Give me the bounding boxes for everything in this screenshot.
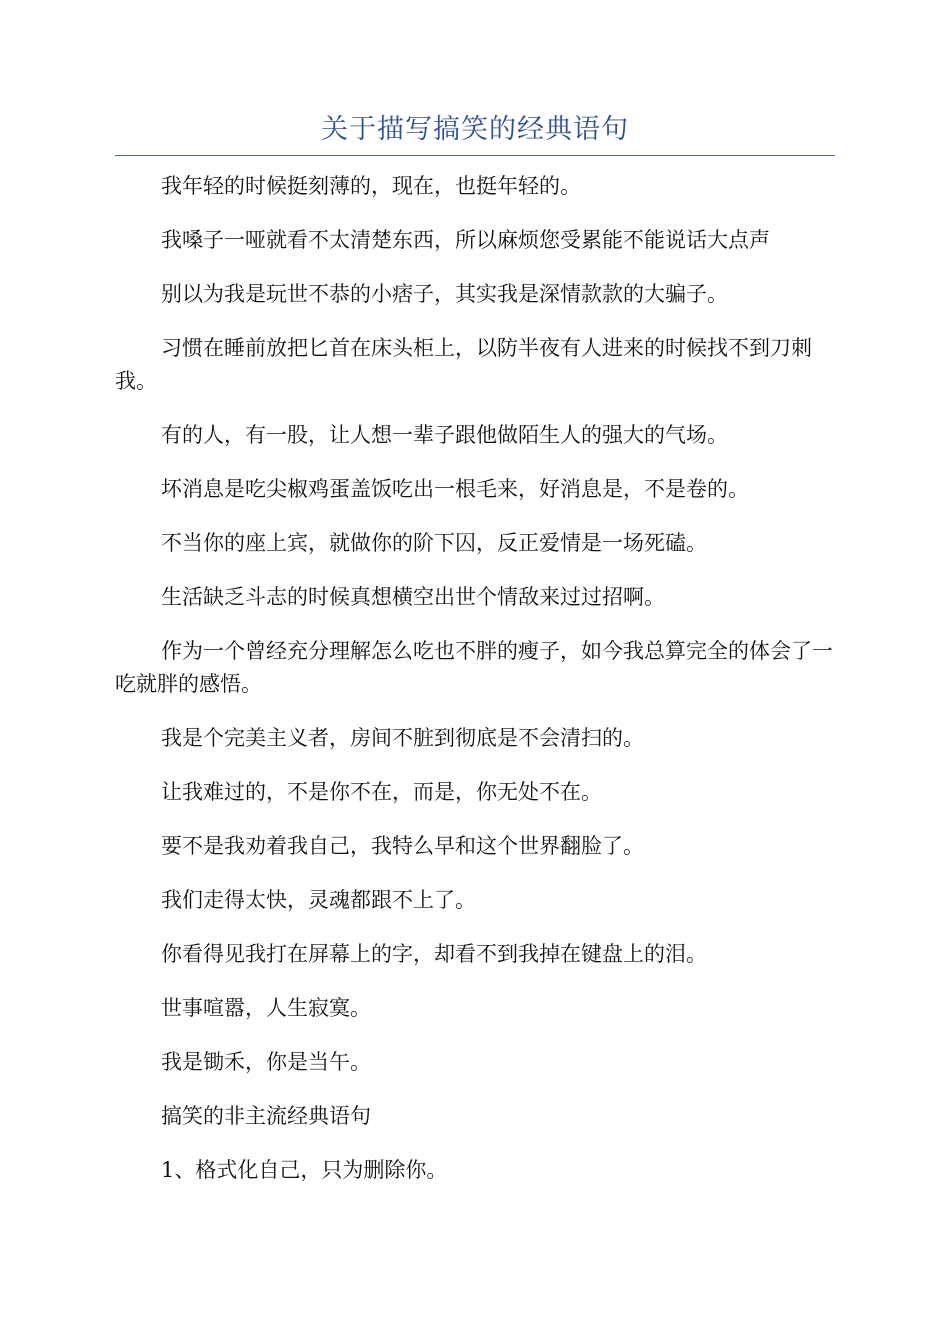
title-area — [115, 108, 835, 156]
document-title: 关于描写搞笑的经典语句 — [321, 114, 629, 145]
paragraph: 生活缺乏斗志的时候真想横空出世个情敌来过过招啊。 — [161, 585, 665, 609]
paragraph: 我们走得太快，灵魂都跟不上了。 — [161, 888, 476, 912]
paragraph: 别以为我是玩世不恭的小痞子，其实我是深情款款的大骗子。 — [161, 282, 728, 306]
paragraph: 让我难过的，不是你不在，而是，你无处不在。 — [161, 780, 602, 804]
paragraph: 世事喧嚣，人生寂寞。 — [161, 996, 371, 1020]
paragraph: 不当你的座上宾，就做你的阶下囚，反正爱情是一场死磕。 — [161, 531, 707, 555]
paragraph: 作为一个曾经充分理解怎么吃也不胖的瘦子，如今我总算完全的体会了一吃就胖的感悟。 — [115, 639, 833, 696]
paragraph: 坏消息是吃尖椒鸡蛋盖饭吃出一根毛来，好消息是，不是卷的。 — [161, 477, 749, 501]
paragraph: 我年轻的时候挺刻薄的，现在，也挺年轻的。 — [161, 174, 581, 198]
paragraph: 有的人，有一股，让人想一辈子跟他做陌生人的强大的气场。 — [161, 423, 728, 447]
section-heading-paragraph: 搞笑的非主流经典语句 — [161, 1104, 371, 1128]
numbered-paragraph: 1、格式化自己，只为删除你。 — [161, 1158, 448, 1182]
paragraph: 我嗓子一哑就看不太清楚东西，所以麻烦您受累能不能说话大点声 — [161, 228, 770, 252]
paragraph: 要不是我劝着我自己，我特么早和这个世界翻脸了。 — [161, 834, 644, 858]
document-body — [115, 170, 835, 1207]
paragraph: 习惯在睡前放把匕首在床头柜上，以防半夜有人进来的时候找不到刀刺我。 — [115, 336, 812, 393]
paragraph: 我是锄禾，你是当午。 — [161, 1050, 371, 1074]
paragraph: 你看得见我打在屏幕上的字，却看不到我掉在键盘上的泪。 — [161, 942, 707, 966]
paragraph: 我是个完美主义者，房间不脏到彻底是不会清扫的。 — [161, 726, 644, 750]
